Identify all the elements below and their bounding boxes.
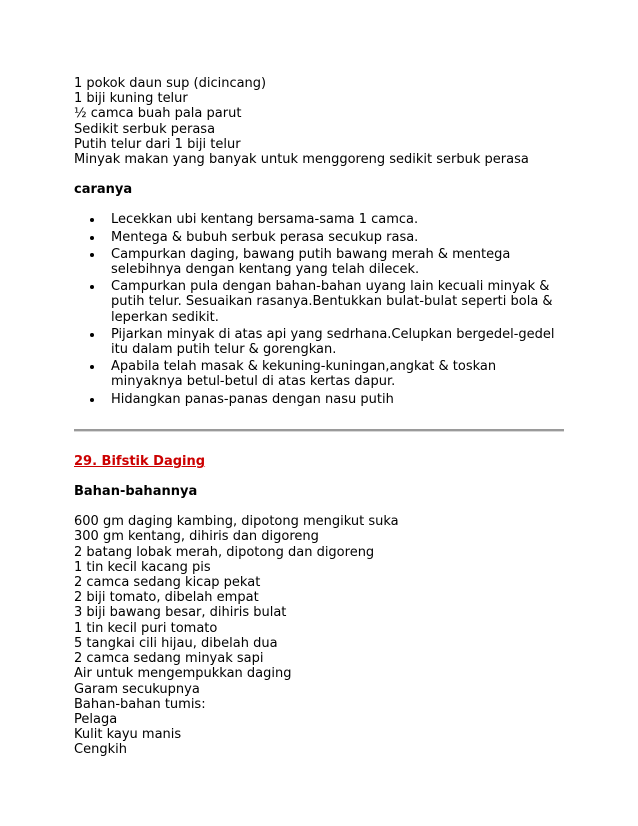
ingredient-line: Putih telur dari 1 biji telur <box>74 136 241 152</box>
ingredient-line: Garam secukupnya <box>74 681 200 697</box>
bullet-icon <box>90 398 94 402</box>
bullet-icon <box>90 236 94 240</box>
list-item <box>74 392 566 407</box>
bullet-icon <box>90 285 94 289</box>
list-item <box>74 327 566 357</box>
bullet-icon <box>90 218 94 222</box>
horizontal-divider <box>74 429 564 432</box>
document-page <box>74 76 566 758</box>
ingredient-line: 600 gm daging kambing, dipotong mengikut suka <box>74 514 399 530</box>
ingredient-line: Sedikit serbuk perasa <box>74 121 216 137</box>
step-text: Pijarkan minyak di atas api yang sedrhana.Celupkan bergedel-gedel itu dalam putih telur & gorengkan. <box>111 326 555 358</box>
method-heading: caranya <box>74 182 133 198</box>
ingredient-line: Minyak makan yang banyak untuk menggoreng sedikit serbuk perasa <box>74 152 529 168</box>
list-item <box>74 212 566 227</box>
ingredient-line: 300 gm kentang, dihiris dan digoreng <box>74 529 319 545</box>
ingredient-line: 3 biji bawang besar, dihiris bulat <box>74 605 287 621</box>
ingredient-line: 1 pokok daun sup (dicincang) <box>74 76 267 91</box>
list-item <box>74 359 566 389</box>
ingredient-line: 1 tin kecil kacang pis <box>74 559 211 575</box>
ingredients-list <box>74 514 566 757</box>
step-text: Apabila telah masak & kekuning-kuningan,angkat & toskan minyaknya betul-betul di atas kertas dapur. <box>111 359 497 390</box>
ingredient-line: Air untuk mengempukkan daging <box>74 666 292 682</box>
bullet-icon <box>90 365 94 369</box>
step-text: Hidangkan panas-panas dengan nasu putih <box>111 391 394 407</box>
ingredient-line: 5 tangkai cili hijau, dibelah dua <box>74 635 278 651</box>
ingredient-line: ½ camca buah pala parut <box>74 106 242 122</box>
ingredients-heading: Bahan-bahannya <box>74 484 198 500</box>
method-steps-list <box>74 212 566 406</box>
ingredient-line: 1 tin kecil puri tomato <box>74 620 218 636</box>
list-item <box>74 247 566 277</box>
step-text: Campurkan daging, bawang putih bawang merah & mentega selebihnya dengan kentang yang telah dilecek. <box>111 246 511 278</box>
ingredient-line: 1 biji kuning telur <box>74 91 188 107</box>
step-text: Campurkan pula dengan bahan-bahan uyang lain kecuali minyak & putih telur. Sesuaikan rasanya.Bentukkan bulat-bulat seperti bola & leperkan sedikit. <box>111 279 553 325</box>
list-item <box>74 279 566 325</box>
ingredient-line: 2 batang lobak merah, dipotong dan digoreng <box>74 544 375 560</box>
ingredient-line: Cengkih <box>74 742 127 758</box>
step-text: Mentega & bubuh serbuk perasa secukup rasa. <box>111 229 419 245</box>
ingredients-top-list <box>74 76 566 167</box>
step-text: Lecekkan ubi kentang bersama-sama 1 camca. <box>111 212 419 228</box>
bullet-icon <box>90 253 94 257</box>
ingredient-line: 2 camca sedang kicap pekat <box>74 575 261 591</box>
ingredient-line: 2 camca sedang minyak sapi <box>74 651 264 667</box>
ingredient-line: Kulit kayu manis <box>74 727 182 743</box>
list-item <box>74 230 566 245</box>
bullet-icon <box>90 333 94 337</box>
ingredient-line: Pelaga <box>74 711 118 727</box>
recipe-title-link[interactable]: 29. Bifstik Daging <box>74 453 206 469</box>
ingredient-line: Bahan-bahan tumis: <box>74 696 206 712</box>
ingredient-line: 2 biji tomato, dibelah empat <box>74 590 259 606</box>
